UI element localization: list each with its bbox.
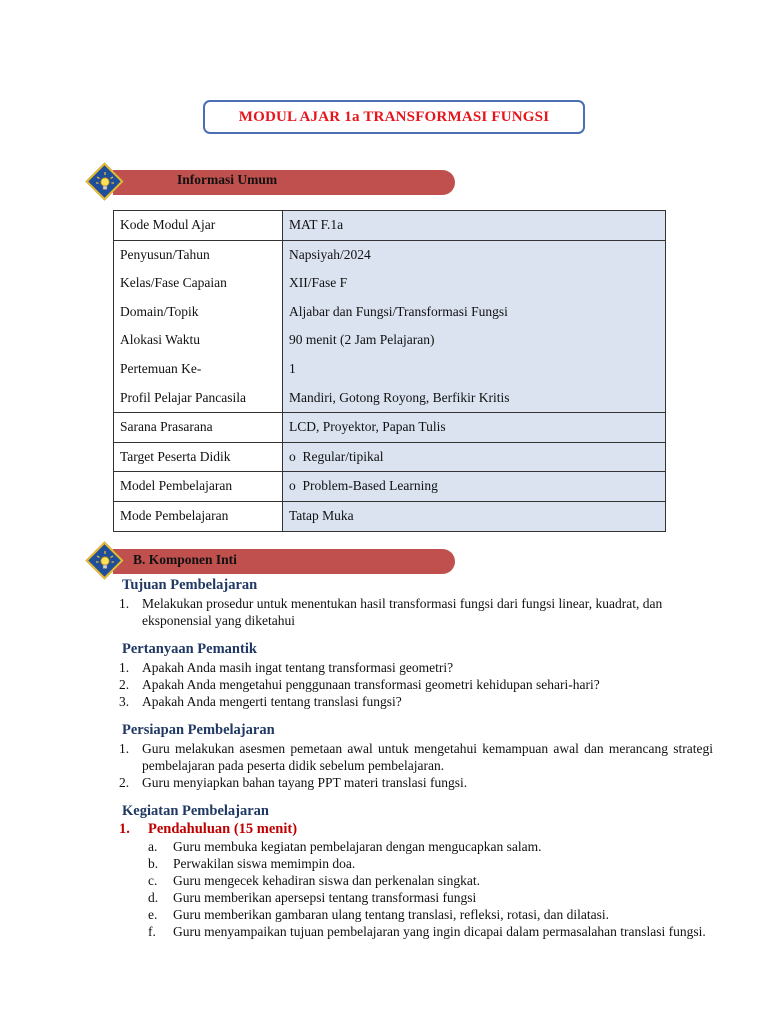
table-value: o Problem-Based Learning [283,472,666,502]
table-row [114,240,666,413]
phase-title: Pendahuluan (15 menit) [148,821,298,837]
list-item [113,659,713,676]
list-item [113,595,713,629]
list-text: Apakah Anda mengetahui penggunaan transformasi geometri kehidupan sehari-hari? [142,677,600,692]
table-key: Kelas/Fase Capaian [120,275,227,291]
list-number: 1. [119,660,130,675]
table-key: Domain/Topik [120,303,199,319]
lightbulb-icon [93,549,117,573]
phase-number: 1. [119,821,130,837]
list-text: Guru menyampaikan tujuan pembelajaran yang ingin dicapai dalam permasalahan translasi fungsi. [173,924,706,939]
list-letter: d. [148,890,159,905]
list-text: Apakah Anda mengerti tentang translasi fungsi? [142,694,402,709]
list-item [113,855,713,872]
table-value-group [283,240,666,413]
section-header-informasi-umum [113,170,455,195]
table-key: Target Peserta Didik [114,442,283,472]
list-item [113,676,713,693]
phase-heading [113,821,713,838]
list-item [113,872,713,889]
table-row [114,211,666,241]
list-item [113,889,713,906]
table-value: Napsiyah/2024 [289,246,371,262]
section-header-komponen-inti [113,549,455,574]
table-key: Penyusun/Tahun [120,246,210,262]
heading-tujuan: Tujuan Pembelajaran [122,577,258,593]
list-number: 1. [119,596,130,611]
heading-persiapan: Persiapan Pembelajaran [122,722,275,738]
list-item [113,740,713,774]
list-text: Guru memberikan apersepsi tentang transformasi fungsi [173,890,477,905]
table-row [114,442,666,472]
table-key: Kode Modul Ajar [114,211,283,241]
table-row [114,501,666,531]
list-text: Guru melakukan asesmen pemetaan awal untuk mengetahui kemampuan awal dan merancang strategi pembelajaran pada peserta didik sebelum pembelajaran. [142,741,713,773]
table-key-group [114,240,283,413]
table-value: MAT F.1a [283,211,666,241]
section-label: Informasi Umum [177,171,278,187]
list-number: 2. [119,775,130,790]
table-row [114,472,666,502]
section-label: B. Komponen Inti [133,551,237,567]
module-title: MODUL AJAR 1a TRANSFORMASI FUNGSI [203,100,585,134]
table-value: 1 [289,360,296,376]
table-value: Tatap Muka [283,501,666,531]
list-text: Melakukan prosedur untuk menentukan hasil transformasi fungsi dari fungsi linear, kuadrat, dan eksponensial yang diketahui [142,596,663,628]
table-value: 90 menit (2 Jam Pelajaran) [289,332,435,348]
info-table [113,210,666,532]
list-letter: c. [148,873,158,888]
list-letter: a. [148,839,158,854]
list-number: 1. [119,741,130,756]
heading-pemantik: Pertanyaan Pemantik [122,641,257,657]
table-key: Profil Pelajar Pancasila [120,389,246,405]
table-value: XII/Fase F [289,275,348,291]
table-value: LCD, Proyektor, Papan Tulis [283,413,666,443]
list-letter: b. [148,856,159,871]
list-item [113,923,713,940]
table-key: Alokasi Waktu [120,332,201,348]
table-row [114,413,666,443]
list-text: Guru membuka kegiatan pembelajaran dengan mengucapkan salam. [173,839,542,854]
table-key: Model Pembelajaran [114,472,283,502]
table-value: Aljabar dan Fungsi/Transformasi Fungsi [289,303,508,319]
table-key: Mode Pembelajaran [114,501,283,531]
list-text: Guru mengecek kehadiran siswa dan perkenalan singkat. [173,873,481,888]
list-item [113,906,713,923]
list-text: Apakah Anda masih ingat tentang transformasi geometri? [142,660,454,675]
list-letter: f. [148,924,156,939]
table-key: Sarana Prasarana [114,413,283,443]
list-item [113,774,713,791]
heading-kegiatan: Kegiatan Pembelajaran [122,803,269,819]
lightbulb-icon [93,170,117,194]
table-value: o Regular/tipikal [283,442,666,472]
komponen-inti-content [113,576,713,940]
list-text: Guru menyiapkan bahan tayang PPT materi translasi fungsi. [142,775,468,790]
list-item [113,838,713,855]
list-letter: e. [148,907,158,922]
list-text: Guru memberikan gambaran ulang tentang translasi, refleksi, rotasi, dan dilatasi. [173,907,609,922]
list-number: 3. [119,694,130,709]
list-text: Perwakilan siswa memimpin doa. [173,856,356,871]
table-value: Mandiri, Gotong Royong, Berfikir Kritis [289,389,510,405]
list-number: 2. [119,677,130,692]
table-key: Pertemuan Ke- [120,360,202,376]
list-item [113,693,713,710]
